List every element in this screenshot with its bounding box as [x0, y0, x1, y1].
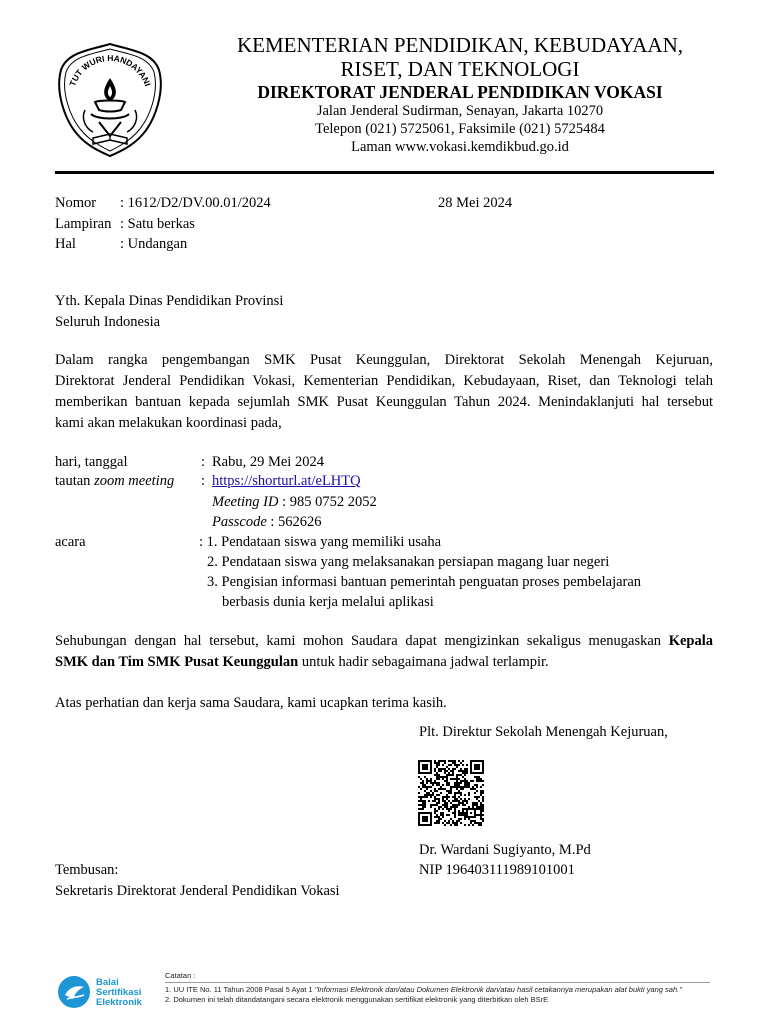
- recipient-line2: Seluruh Indonesia: [55, 314, 161, 330]
- tembusan-label: Tembusan:: [55, 862, 119, 878]
- date-colon: :: [201, 454, 206, 470]
- intro-line: kami akan melakukan koordinasi pada,: [55, 415, 282, 431]
- letter-date: 28 Mei 2024: [438, 195, 513, 211]
- thanks-paragraph: Atas perhatian dan kerja sama Saudara, kami ucapkan terima kasih.: [55, 695, 447, 711]
- closing-paragraph: [55, 631, 713, 673]
- letterhead-address: Jalan Jenderal Sudirman, Senayan, Jakarta 10270: [316, 103, 604, 119]
- meeting-id: [212, 492, 377, 512]
- hal-value: : Undangan: [120, 236, 188, 252]
- bsre-name-line3: Elektronik: [96, 997, 142, 1008]
- footer-note-2: 2. Dokumen ini telah ditandatangani secara elektronik menggunakan sertifikat elektronik yang diterbitkan oleh BSrE: [165, 995, 549, 1004]
- letterhead-phone: Telepon (021) 5725061, Faksimile (021) 5725484: [315, 121, 605, 137]
- zoom-link-label: [55, 471, 174, 491]
- date-label: hari, tanggal: [55, 454, 128, 470]
- closing-emphasis: SMK dan Tim SMK Pusat Keunggulan: [55, 654, 299, 670]
- logo-motto: TUT WURI HANDAYANI: [67, 52, 153, 88]
- recipient-line1: Yth. Kepala Dinas Pendidikan Provinsi: [55, 293, 284, 309]
- tembusan-item: Sekretaris Direktorat Jenderal Pendidikan Vokasi: [55, 883, 340, 899]
- letterhead-divider: [55, 171, 714, 174]
- qr-code: [418, 760, 484, 826]
- passcode: [212, 512, 322, 532]
- closing-line-2: [55, 652, 713, 673]
- nomor-label: Nomor: [55, 195, 97, 211]
- lampiran-value: : Satu berkas: [120, 216, 195, 232]
- agenda-item: 3. Pengisian informasi bantuan pemerintah penguatan proses pembelajaran: [207, 574, 642, 590]
- bsre-name-line1: Balai: [96, 977, 119, 988]
- letterhead-directorate: DIREKTORAT JENDERAL PENDIDIKAN VOKASI: [257, 82, 663, 102]
- intro-paragraph: [55, 350, 713, 434]
- intro-line: memberikan bantuan kepada sejumlah SMK Pusat Keunggulan Tahun 2024. Menindaklanjuti hal tersebut: [55, 394, 713, 410]
- agenda-item-continued: berbasis dunia kerja melalui aplikasi: [222, 594, 434, 610]
- intro-line: Dalam rangka pengembangan SMK Pusat Keunggulan, Direktorat Sekolah Menengah Kejuruan,: [55, 352, 713, 368]
- meeting-id-value: : 985 0752 2052: [278, 494, 377, 510]
- tut-wuri-handayani-logo: [55, 40, 165, 158]
- meeting-id-label: Meeting ID: [212, 494, 279, 510]
- closing-emphasis: Kepala: [668, 633, 713, 649]
- bsre-name-line2: Sertifikasi: [96, 987, 142, 998]
- intro-line: Direktorat Jenderal Pendidikan Vokasi, Kementerian Pendidikan, Kebudayaan, Riset, dan Teknologi telah: [55, 373, 713, 389]
- letterhead-ministry-line1: KEMENTERIAN PENDIDIKAN, KEBUDAYAAN,: [236, 33, 684, 57]
- signatory-nip: NIP 196403111989101001: [419, 862, 575, 878]
- passcode-label: Passcode: [212, 514, 267, 530]
- footer-note-1-text: 1. UU ITE No. 11 Tahun 2008 Pasal 5 Ayat 1: [165, 985, 315, 994]
- zoom-meeting-link[interactable]: https://shorturl.at/eLHTQ: [212, 473, 361, 489]
- letterhead-website: Laman www.vokasi.kemdikbud.go.id: [351, 139, 569, 155]
- footer-note-1: [165, 985, 682, 995]
- agenda-item: 2. Pendataan siswa yang melaksanakan persiapan magang luar negeri: [207, 554, 610, 570]
- bsre-logo-icon: [57, 975, 91, 1009]
- signatory-name: Dr. Wardani Sugiyanto, M.Pd: [419, 842, 591, 858]
- agenda-item: : 1. Pendataan siswa yang memiliki usaha: [199, 534, 442, 550]
- signatory-title: Plt. Direktur Sekolah Menengah Kejuruan,: [419, 724, 668, 740]
- closing-text: untuk hadir sebagaimana jadwal terlampir.: [298, 654, 549, 670]
- lampiran-label: Lampiran: [55, 216, 112, 232]
- footer-divider: [165, 982, 710, 983]
- passcode-value: : 562626: [266, 514, 322, 530]
- hal-label: Hal: [55, 236, 76, 252]
- letterhead-ministry-line2: RISET, DAN TEKNOLOGI: [340, 57, 580, 81]
- meeting-date: Rabu, 29 Mei 2024: [212, 454, 324, 470]
- nomor-value: : 1612/D2/DV.00.01/2024: [120, 195, 271, 211]
- footer-note-label: Catatan :: [165, 971, 196, 980]
- zoom-link-colon: :: [201, 473, 206, 489]
- zoom-link-label-italic: zoom meeting: [94, 473, 175, 489]
- closing-text: Sehubungan dengan hal tersebut, kami mohon Saudara dapat mengizinkan sekaligus menugaskan: [55, 633, 669, 649]
- agenda-label: acara: [55, 534, 86, 550]
- zoom-link-label-plain: tautan: [55, 473, 95, 489]
- closing-line-1: [55, 631, 713, 652]
- footer-note-1-quote: "Informasi Elektronik dan/atau Dokumen Elektronik dan/atau hasil cetakannya merupakan alat bukti yang sah.": [314, 985, 682, 994]
